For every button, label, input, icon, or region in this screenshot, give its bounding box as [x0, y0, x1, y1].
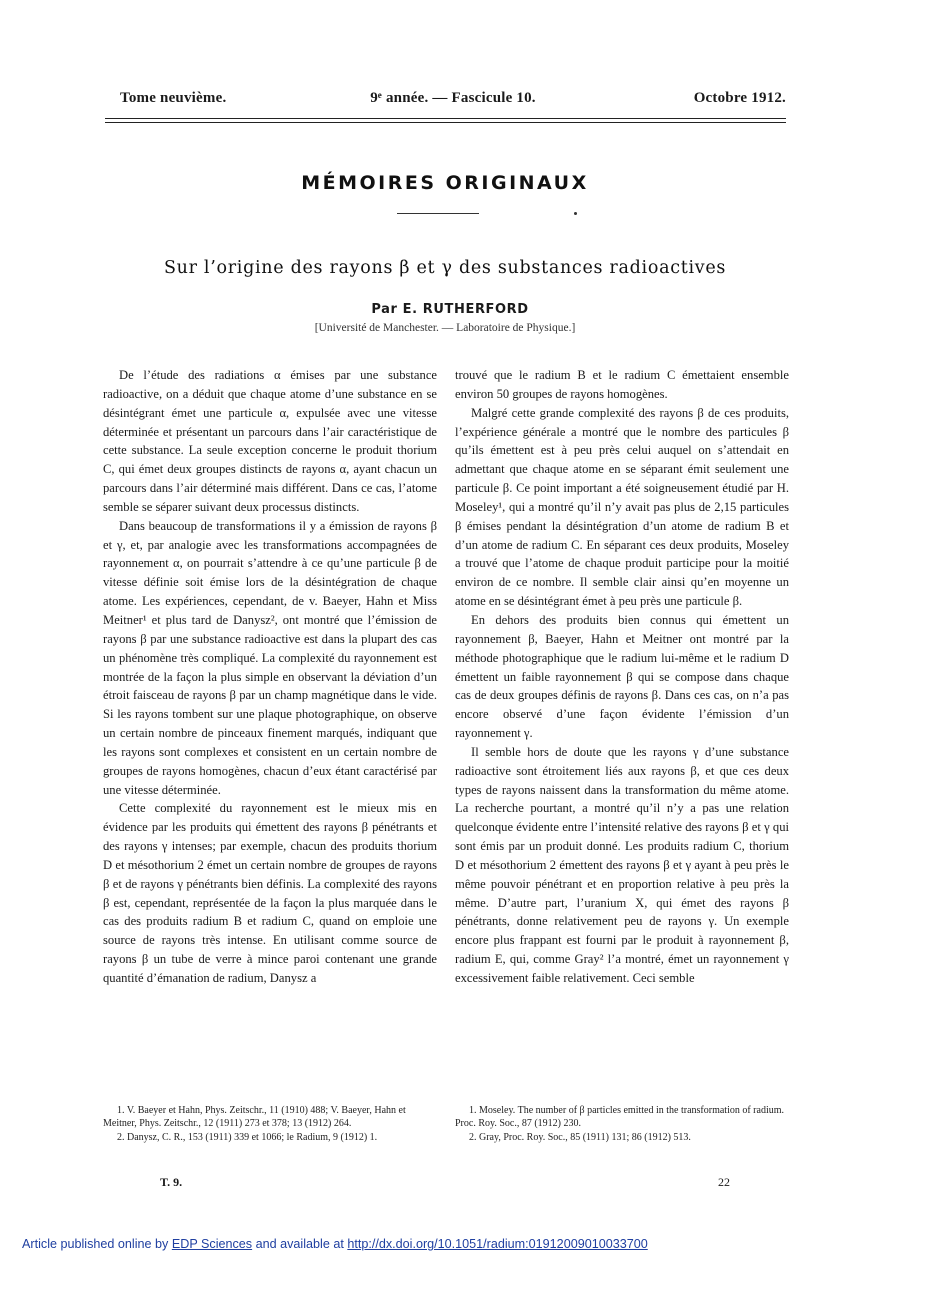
footnote: 1. V. Baeyer et Hahn, Phys. Zeitschr., 11 (1910) 488; V. Baeyer, Hahn et Meitner, Phys. Zeitschr., 12 (1911) 273 et 378; 13 (1912) 264. [103, 1105, 406, 1129]
footnotes-right [455, 1104, 789, 1145]
running-head-issue: 9ᵉ année. — Fascicule 10. [370, 90, 536, 106]
section-divider [397, 213, 479, 214]
paragraph: Malgré cette grande complexité des rayons β de ces produits, l’expérience générale a montré que le nombre des particules β qu’ils émettent est à peu près celui auquel on s’attendait en admettant que chaque atome en se séparant émit seulement une particule β. Ce point important a été soigneusement étudié par H. Moseley¹, qui a montré qu’il n’y avait pas plus de 2,15 particules β émises pendant la désintégration d’un atome de radium B et d’un atome de radium C. En séparant ces deux produits, Moseley a trouvé que l’atome de chaque produit participe pour la moitié environ de ce nombre. Il semble clair ainsi qu’en moyenne un atome en se désintégrant émet à peu près une particule β. [455, 405, 789, 609]
section-title: MÉMOIRES ORIGINAUX [301, 172, 589, 194]
paragraph: Cette complexité du rayonnement est le mieux mis en évidence par les produits qui émettent des rayons β pénétrants et des rayons γ intenses; par exemple, chacun des produits thorium D et mésothorium 2 émet un certain nombre de groupes de rayons β et de rayons γ pénétrants bien définis. La complexité des rayons β est, cependant, représentée de la façon la plus marquée dans le cas des produits radium B et radium C, quand on emploie une source de rayons très intense. En utilisant comme source de rayons β un tube de verre à mince paroi contenant une grande quantité d’émanation de radium, Danysz a [103, 801, 437, 985]
footnote: 1. Moseley. The number of β particles emitted in the transformation of radium. Proc. Roy. Soc., 87 (1912) 230. [455, 1105, 785, 1129]
running-head-date: Octobre 1912. [693, 90, 786, 106]
paragraph: De l’étude des radiations α émises par une substance radioactive, on a déduit que chaque atome d’une substance en se désintégrant émet une particule α, expulsée avec une vitesse déterminée et présentant un parcours dans l’air caractéristique de cette substance. La seule exception concerne le produit thorium C, qui émet deux groupes distincts de rayons α, ayant chacun un parcours dans l’air déterminé mais différent. Dans ce cas, l’atome semble se séparer suivant deux processus distincts. [103, 368, 437, 514]
publisher-note [22, 1237, 902, 1251]
publisher-note-prefix: Article published online by [22, 1237, 172, 1251]
paragraph: En dehors des produits bien connus qui émettent un rayonnement β, Baeyer, Hahn et Meitner ont montré par la méthode photographique que le radium lui-même et le radium D émettent un faible rayonnement β qui se compose dans chaque cas de deux groupes définis de rayons β. Dans ces cas, on n’a pas encore observé d’une façon évidente l’émission d’un rayonnement γ. [455, 612, 789, 741]
publisher-note-middle: and available at [252, 1237, 348, 1251]
footnote: 2. Danysz, C. R., 153 (1911) 339 et 1066; le Radium, 9 (1912) 1. [117, 1132, 378, 1143]
paragraph: trouvé que le radium B et le radium C émettaient ensemble environ 50 groupes de rayons homogènes. [455, 368, 789, 401]
header-rule-top [105, 118, 786, 119]
right-column [455, 366, 789, 988]
section-divider-dot [574, 212, 577, 215]
publisher-link[interactable]: EDP Sciences [171, 1237, 253, 1251]
left-column [103, 366, 437, 988]
article-byline: Par E. RUTHERFORD [371, 302, 529, 317]
article-title: Sur l’origine des rayons β et γ des substances radioactives [163, 258, 727, 278]
paragraph: Dans beaucoup de transformations il y a émission de rayons β et γ, et, par analogie avec les transformations accompagnées de rayonnement α, on pourrait s’attendre à ce qu’une particule β de vitesse définie soit émise lors de la désintégration de chaque atome. Les expériences, cependant, de v. Baeyer, Hahn et Miss Meitner¹ et plus tard de Danysz², ont montré que l’émission de rayons β par une substance radioactive est dans la plupart des cas un phénomène très compliqué. La complexité du rayonnement est montrée de la façon la plus simple en observant la déviation d’un étroit faisceau de rayons β par un champ magnétique dans le vide. Si les rayons tombent sur une plaque photographique, on observe un certain nombre de pinceaux finement marqués, indiquant que les rayons sont complexes et consistent en un certain nombre de groupes de rayons homogènes, chacun d’eux étant caractérisé par une vitesse déterminée. [103, 518, 437, 797]
footnote: 2. Gray, Proc. Roy. Soc., 85 (1911) 131; 86 (1912) 513. [469, 1132, 691, 1143]
running-head-volume: Tome neuvième. [120, 90, 227, 106]
header-rule-bottom [105, 122, 786, 123]
doi-link[interactable]: http://dx.doi.org/10.1051/radium:01912009010033700 [347, 1237, 648, 1251]
paragraph: Il semble hors de doute que les rayons γ d’une substance radioactive sont étroitement liés aux rayons β, et que ces deux types de rayons naissent dans la transformation du même atome. La recherche pourtant, a montré qu’il n’y a pas une relation quelconque évidente entre l’intensité relative des rayons β et γ qui sont émis par un produit donné. Les produits radium C, thorium D et mésothorium 2 émettent des rayons β et γ ayant à peu près le même pouvoir pénétrant et en proportion relative à peu près la même. D’autre part, l’uranium X, qui émet des rayons β pénétrants, donne relativement peu de rayons γ. Un exemple encore plus frappant est fourni par le produit à rayonnement β, radium E, qui, comme Gray² l’a montré, émet un rayonnement γ excessivement faible relativement. Ceci semble [455, 744, 789, 985]
footnotes-left [103, 1104, 437, 1145]
page-number: 22 [718, 1175, 730, 1189]
article-affiliation: [Université de Manchester. — Laboratoire de Physique.] [314, 322, 576, 334]
signature-mark: T. 9. [160, 1175, 183, 1189]
